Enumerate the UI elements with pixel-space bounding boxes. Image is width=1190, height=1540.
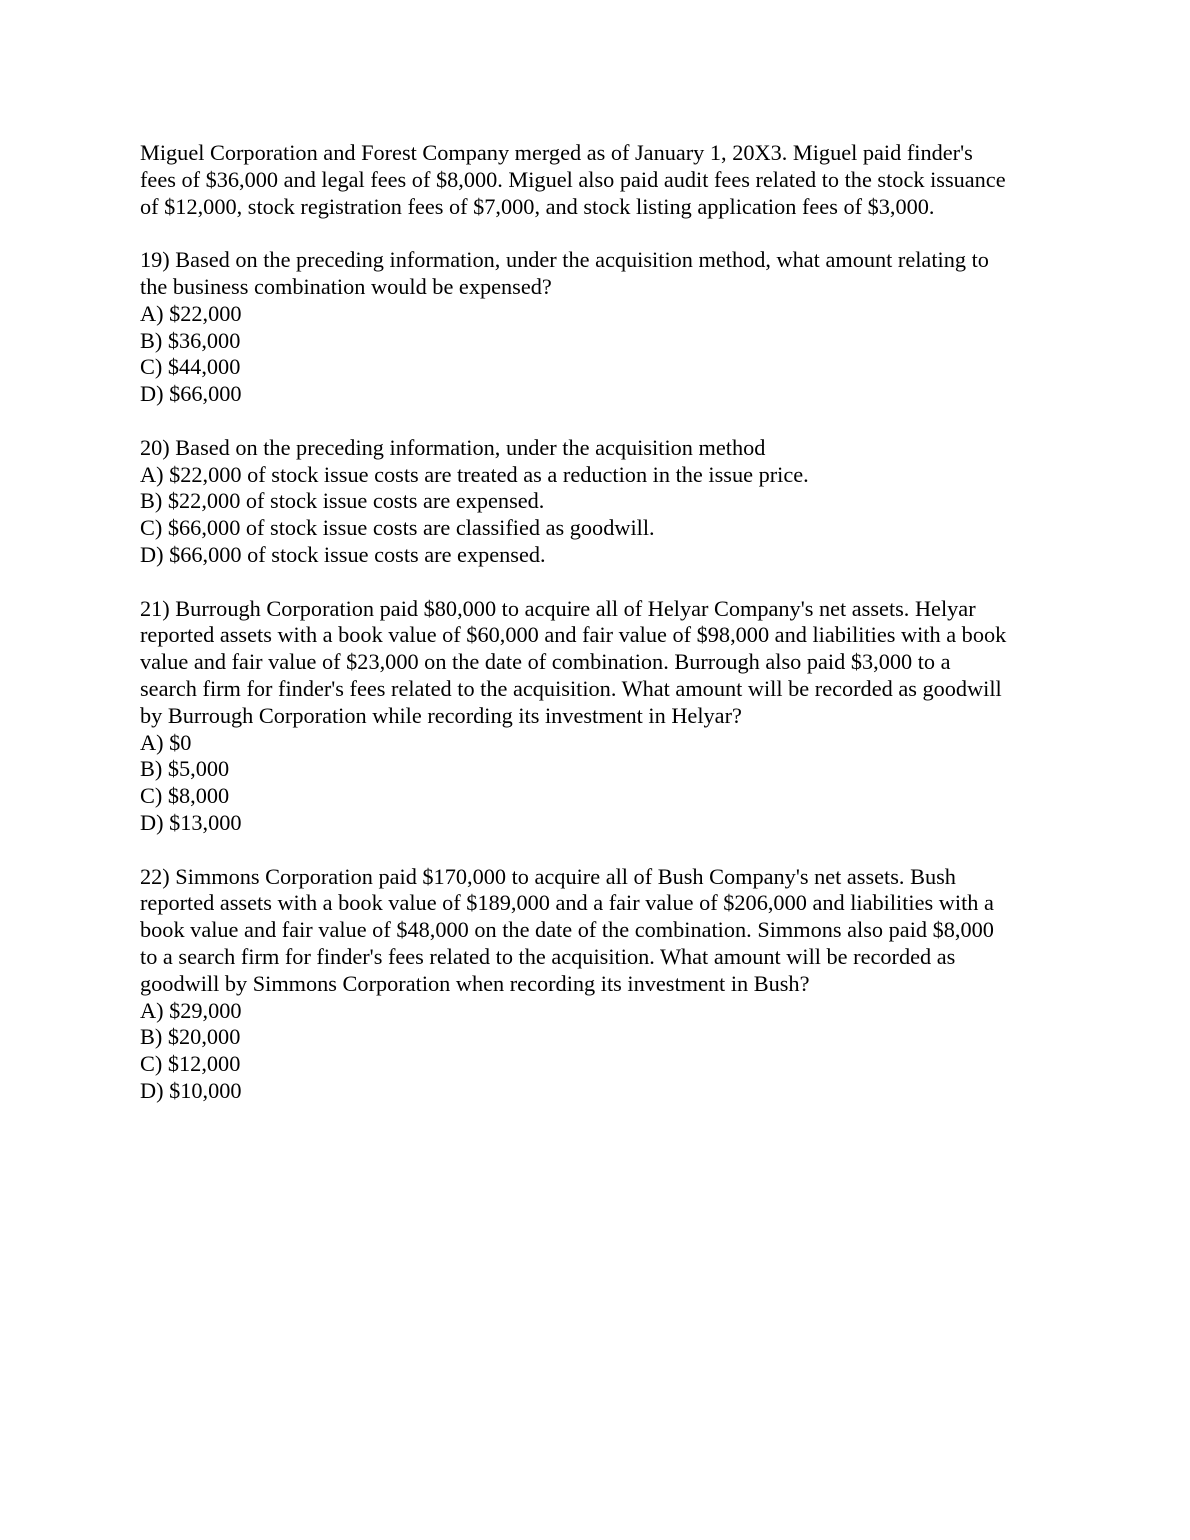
answer-option-b: B) $22,000 of stock issue costs are expensed.: [140, 488, 545, 514]
intro-paragraph: [140, 140, 1070, 220]
answer-option-c: C) $12,000: [140, 1051, 241, 1077]
question-stem-line: by Burrough Corporation while recording its investment in Helyar?: [140, 702, 742, 728]
answer-option-a: A) $22,000 of stock issue costs are treated as a reduction in the issue price.: [140, 461, 809, 487]
question-stem-line: goodwill by Simmons Corporation when recording its investment in Bush?: [140, 970, 810, 996]
answer-option-a: A) $29,000: [140, 997, 242, 1023]
answer-option-a: A) $22,000: [140, 300, 242, 326]
answer-option-b: B) $20,000: [140, 1024, 241, 1050]
question-stem-line: 21) Burrough Corporation paid $80,000 to acquire all of Helyar Company's net assets. Helyar: [140, 595, 976, 621]
answer-option-d: D) $66,000 of stock issue costs are expensed.: [140, 541, 546, 567]
question-stem-line: reported assets with a book value of $189,000 and a fair value of $206,000 and liabilities with a: [140, 890, 994, 916]
answer-option-c: C) $66,000 of stock issue costs are classified as goodwill.: [140, 515, 655, 541]
question-stem-line: search firm for finder's fees related to the acquisition. What amount will be recorded as goodwill: [140, 675, 1002, 701]
question-20: [140, 435, 1070, 569]
question-stem-line: book value and fair value of $48,000 on the date of the combination. Simmons also paid $8,000: [140, 917, 994, 943]
answer-option-d: D) $13,000: [140, 809, 242, 835]
answer-option-b: B) $36,000: [140, 327, 241, 353]
document-page: [140, 140, 1070, 1131]
question-stem-line: 19) Based on the preceding information, under the acquisition method, what amount relating to: [140, 247, 989, 273]
question-stem-line: reported assets with a book value of $60,000 and fair value of $98,000 and liabilities with a book: [140, 622, 1007, 648]
question-stem-line: 20) Based on the preceding information, under the acquisition method: [140, 434, 766, 460]
question-19: [140, 247, 1070, 408]
question-22: [140, 864, 1070, 1105]
intro-line: fees of $36,000 and legal fees of $8,000. Miguel also paid audit fees related to the stock issuance: [140, 166, 1006, 192]
answer-option-b: B) $5,000: [140, 756, 230, 782]
answer-option-c: C) $44,000: [140, 354, 241, 380]
answer-option-c: C) $8,000: [140, 783, 230, 809]
intro-line: of $12,000, stock registration fees of $7,000, and stock listing application fees of $3,000.: [140, 193, 935, 219]
question-stem-line: value and fair value of $23,000 on the date of combination. Burrough also paid $3,000 to a: [140, 649, 951, 675]
question-21: [140, 596, 1070, 837]
answer-option-a: A) $0: [140, 729, 192, 755]
answer-option-d: D) $10,000: [140, 1077, 242, 1103]
answer-option-d: D) $66,000: [140, 381, 242, 407]
question-stem-line: 22) Simmons Corporation paid $170,000 to acquire all of Bush Company's net assets. Bush: [140, 863, 956, 889]
question-stem-line: the business combination would be expensed?: [140, 273, 552, 299]
question-stem-line: to a search firm for finder's fees related to the acquisition. What amount will be recorded as: [140, 943, 956, 969]
intro-line: Miguel Corporation and Forest Company merged as of January 1, 20X3. Miguel paid finder's: [140, 140, 973, 165]
